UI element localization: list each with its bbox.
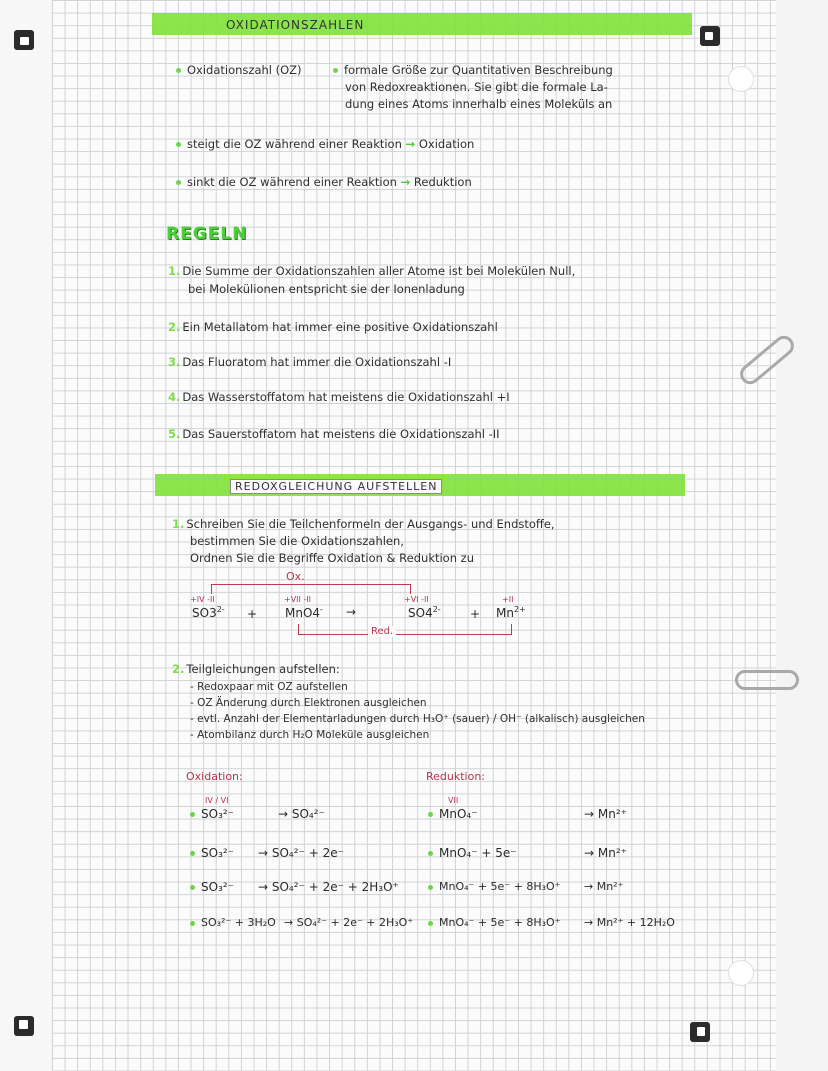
red-row: MnO₄⁻ + 5e⁻ xyxy=(428,846,517,860)
step1: 1. Schreiben Sie die Teilchenformeln der Ausgangs- und Endstoffe, xyxy=(172,517,555,531)
ox-row: SO₃²⁻ xyxy=(190,807,234,821)
corner-marker-icon xyxy=(690,1022,710,1042)
left-margin xyxy=(0,0,52,1071)
formula-so3: $SO3^{2-}$ xyxy=(192,605,225,620)
reduction-label: Reduktion: xyxy=(426,770,486,783)
redox-heading: REDOXGLEICHUNG AUFSTELLEN xyxy=(230,479,442,494)
red-row: MnO₄⁻ + 5e⁻ + 8H₃O⁺ xyxy=(428,916,560,929)
oz-mn: +II xyxy=(502,595,514,604)
step2-item: - OZ Änderung durch Elektronen ausgleichen xyxy=(190,697,427,709)
ox-label: Ox. xyxy=(286,570,305,583)
corner-marker-icon xyxy=(700,26,720,46)
intro-term: Oxidationszahl (OZ) xyxy=(176,63,302,77)
step1-line: bestimmen Sie die Oxidationszahlen, xyxy=(190,534,404,548)
grid-paper-sheet xyxy=(52,0,776,1071)
step2-item: - evtl. Anzahl der Elementarladungen durch H₃O⁺ (sauer) / OH⁻ (alkalisch) ausgleichen xyxy=(190,713,645,725)
ox-bracket-line xyxy=(211,584,411,585)
step2: 2. Teilgleichungen aufstellen: xyxy=(172,662,340,676)
rule-item: 3. Das Fluoratom hat immer die Oxidationszahl -I xyxy=(168,355,452,369)
ox-oz: IV / VI xyxy=(205,796,229,805)
red-row-right: → Mn²⁺ + 12H₂O xyxy=(584,916,675,929)
punch-hole xyxy=(728,960,754,986)
oz-so3: +IV -II xyxy=(190,595,215,604)
right-margin xyxy=(776,0,828,1071)
red-bracket-right xyxy=(511,624,512,634)
red-bracket-left xyxy=(298,624,299,634)
rule-item: 1. Die Summe der Oxidationszahlen aller Atome ist bei Molekülen Null, xyxy=(168,264,576,278)
red-row-right: → Mn²⁺ xyxy=(584,880,624,893)
oxidation-label: Oxidation: xyxy=(186,770,243,783)
formula-mn: $Mn^{2+}$ xyxy=(496,605,526,620)
rules-heading: REGELN xyxy=(166,224,248,244)
ox-row-right: → SO₄²⁻ + 2e⁻ xyxy=(258,846,344,860)
ox-row: SO₃²⁻ xyxy=(190,880,234,894)
intro-definition-line: von Redoxreaktionen. Sie gibt die formale La- xyxy=(345,80,608,94)
formula-so4: $SO4^{2-}$ xyxy=(408,605,441,620)
ox-bracket-left xyxy=(211,584,212,594)
rule-item-line: bei Molekülionen entspricht sie der Ionenladung xyxy=(188,282,465,296)
ox-row: SO₃²⁻ xyxy=(190,846,234,860)
plus-sign: + xyxy=(247,607,258,621)
reaction-arrow: → xyxy=(346,605,357,619)
red-row: MnO₄⁻ + 5e⁻ + 8H₃O⁺ xyxy=(428,880,560,893)
oz-mno4: +VII -II xyxy=(284,595,312,604)
red-row-right: → Mn²⁺ xyxy=(584,846,627,860)
rule-rise: steigt die OZ während einer Reaktion → Oxidation xyxy=(176,137,474,151)
red-row-right: → Mn²⁺ xyxy=(584,807,627,821)
plus-sign: + xyxy=(470,607,481,621)
ox-bracket-right xyxy=(410,584,411,594)
red-row: MnO₄⁻ xyxy=(428,807,478,821)
rule-item: 2. Ein Metallatom hat immer eine positive Oxidationszahl xyxy=(168,320,498,334)
ox-row-right: → SO₄²⁻ + 2e⁻ + 2H₃O⁺ xyxy=(258,880,399,894)
ox-row: SO₃²⁻ + 3H₂O xyxy=(190,916,276,929)
step2-item: - Redoxpaar mit OZ aufstellen xyxy=(190,681,348,693)
red-oz: VII xyxy=(448,796,459,805)
rule-item: 4. Das Wasserstoffatom hat meistens die Oxidationszahl +I xyxy=(168,390,510,404)
ox-row-right: → SO₄²⁻ + 2e⁻ + 2H₃O⁺ xyxy=(284,916,414,929)
step1-line: Ordnen Sie die Begriffe Oxidation & Reduktion zu xyxy=(190,551,474,565)
red-bracket-line xyxy=(298,634,512,635)
rule-fall: sinkt die OZ während einer Reaktion → Reduktion xyxy=(176,175,472,189)
corner-marker-icon xyxy=(14,30,34,50)
oz-so4: +VI -II xyxy=(404,595,429,604)
page-title: OXIDATIONSZAHLEN xyxy=(226,18,365,32)
intro-definition: formale Größe zur Quantitativen Beschreibung xyxy=(333,63,613,77)
red-label: Red. xyxy=(368,626,396,637)
step2-item: - Atombilanz durch H₂O Moleküle ausgleichen xyxy=(190,729,430,741)
intro-definition-line: dung eines Atoms innerhalb eines Moleküls an xyxy=(345,97,613,111)
formula-mno4: MnO4- xyxy=(285,605,323,620)
rule-item: 5. Das Sauerstoffatom hat meistens die Oxidationszahl -II xyxy=(168,427,500,441)
binder-ring xyxy=(735,670,799,690)
corner-marker-icon xyxy=(14,1016,34,1036)
ox-row-right: → SO₄²⁻ xyxy=(278,807,325,821)
punch-hole xyxy=(728,66,754,92)
